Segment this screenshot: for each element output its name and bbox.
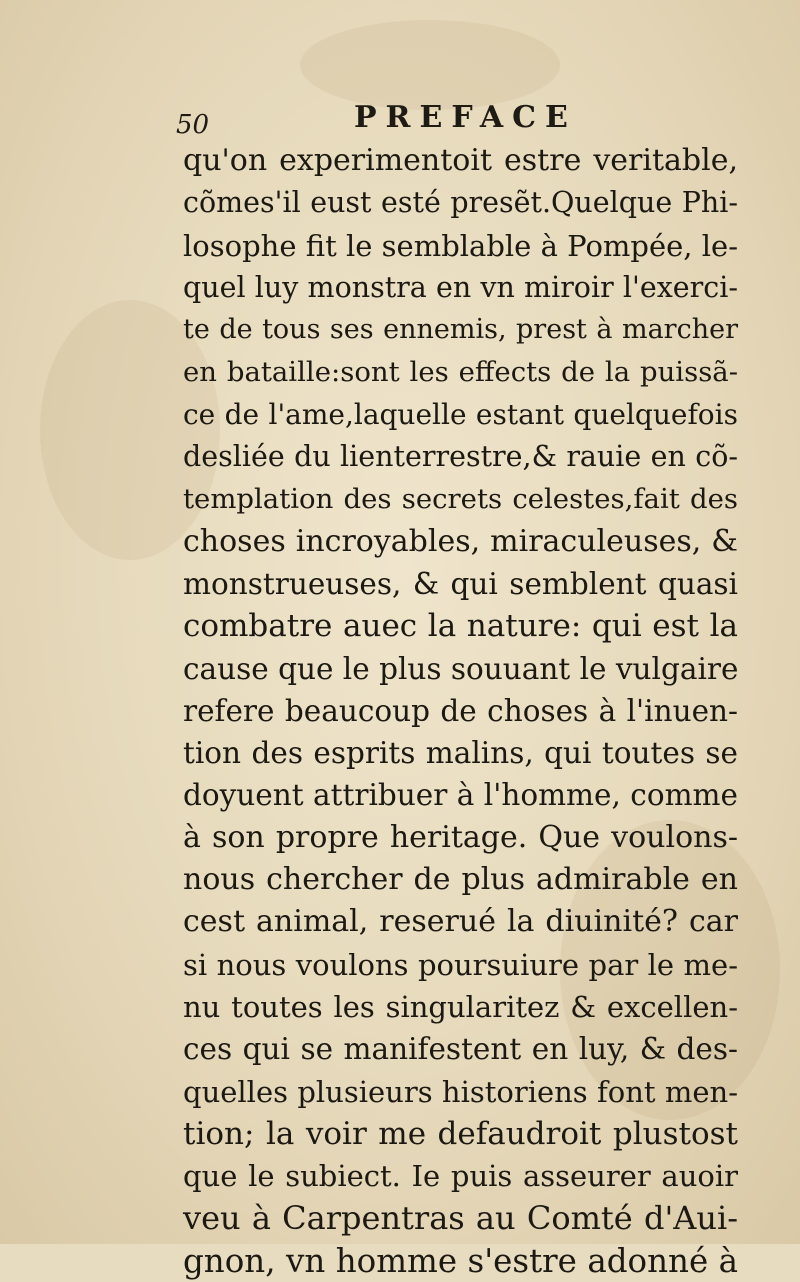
text-line: desliée du lienterrestre,& rauie en cõ- (183, 440, 738, 474)
body-text (183, 140, 738, 1282)
text-line: templation des secrets celestes,fait des (183, 483, 738, 516)
text-line: nous chercher de plus admirable en (183, 862, 738, 898)
text-line: refere beaucoup de choses à l'inuen- (183, 693, 738, 728)
text-line: quel luy monstra en vn miroir l'exerci- (183, 270, 738, 304)
text-line: tion; la voir me defaudroit plustost (183, 1115, 738, 1152)
text-line: ce de l'ame,laquelle estant quelquefois (183, 397, 738, 431)
text-line: doyuent attribuer à l'homme, comme (183, 778, 738, 813)
text-line: ces qui se manifestent en luy, & des- (183, 1032, 738, 1067)
text-line: losophe fit le semblable à Pompée, le- (183, 228, 738, 263)
text-line: gnon, vn homme s'estre adonné à (183, 1241, 738, 1280)
text-line: nu toutes les singularitez & excellen- (183, 989, 738, 1024)
page-header (176, 100, 736, 144)
text-line: quelles plusieurs historiens font men- (183, 1074, 738, 1109)
text-line: tion des esprits malins, qui toutes se (183, 736, 738, 771)
paper-stain (300, 20, 560, 110)
text-line: en bataille:sont les effects de la puissã- (183, 356, 738, 389)
text-line: si nous voulons poursuiure par le me- (183, 947, 738, 982)
text-line: cause que le plus souuant le vulgaire (183, 651, 739, 686)
text-line: te de tous ses ennemis, prest à marcher (183, 314, 738, 346)
running-head: PREFACE (354, 100, 577, 135)
text-line: cõmes'il eust esté presẽt.Quelque Phi- (183, 186, 738, 220)
text-line: à son propre heritage. Que voulons- (183, 819, 738, 855)
text-line: qu'on experimentoit estre veritable, (183, 143, 738, 178)
text-line: que le subiect. Ie puis asseurer auoir (183, 1159, 738, 1194)
page-number: 50 (176, 110, 210, 140)
text-line: monstrueuses, & qui semblent quasi (183, 566, 738, 601)
text-line: choses incroyables, miraculeuses, & (183, 523, 738, 559)
text-line: combatre auec la nature: qui est la (183, 608, 738, 645)
text-line: veu à Carpentras au Comté d'Aui- (183, 1199, 738, 1238)
text-line: cest animal, reserué la diuinité? car (183, 904, 738, 940)
